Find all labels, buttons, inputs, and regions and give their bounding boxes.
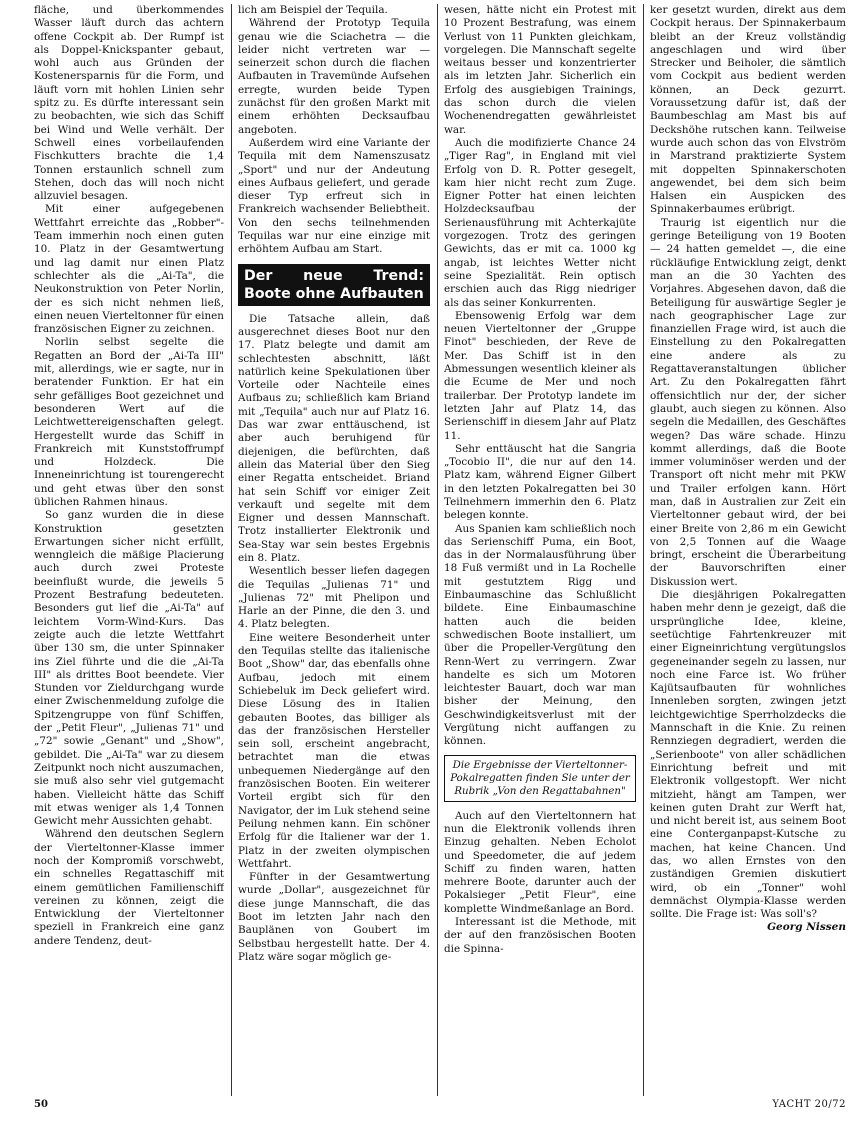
paragraph: Aus Spanien kam schließlich noch das Serienschiff Puma, ein Boot, das in der Normalausführung über 18 Fuß vermißt und in La Rochelle mit gestutztem Rigg und Einbaumaschine das Schlußlicht bildete. Eine Einbaumaschine hatten auch die beiden schwedischen Boote installiert, um über die Propeller-Vergütung den Renn-Wert zu verringern. Zwar handelte es sich um Motoren leichtester Bauart, doch war man bisher der Meinung, den Geschwindigkeitsverlust mit der Vergütung nicht auffangen zu können. xyxy=(444,522,636,748)
paragraph: So ganz wurden die in diese Konstruktion gesetzten Erwartungen sicher nicht erfüllt, wenngleich die mäßige Placierung auch durch zwei Proteste beeinflußt wurde, die jeweils 5 Prozent Bestrafung bedeuteten. Besonders gut lief die „Ai-Ta" auf leichtem Vorm-Wind-Kurs. Das zeigte auch die letzte Wettfahrt über 130 sm, die unter Spinnaker ins Ziel führte und die die „Ai-Ta III" als drittes Boot beendete. Vier Stunden vor Zieldurchgang wurde einer Zwischenmeldung zufolge die Spitzengruppe von fünf Schiffen, der „Petit Fleur", „Julienas 71" und „72" sowie „Genant" und „Show", gebildet. Die „Ai-Ta" war zu diesem Zeitpunkt noch nicht auszumachen, sie muß also sehr viel gutgemacht haben. Vielleicht hätte das Schiff mit etwas weniger als 1,4 Tonnen Gewicht mehr Aussichten gehabt. xyxy=(34,509,224,828)
magazine-page xyxy=(34,4,846,1110)
section-heading: Der neue Trend: Boote ohne Aufbauten xyxy=(238,264,430,306)
magazine-issue: YACHT 20/72 xyxy=(772,1099,846,1110)
paragraph: fläche, und überkommendes Wasser läuft durch das achtern offene Cockpit ab. Der Rumpf ist als Doppel-Knickspanter gebaut, wohl auch aus Gründen der Kostenersparnis für die Form, und läuft vorn mit hohlen Linien sehr spitz zu. Es dürfte interessant sein zu beobachten, wie sich das Schiff bei Wind und Welle verhält. Der Schwell eines vorbeilaufenden Fischkutters brachte die 1,4 Tonnen erstaunlich schnell zum Stehen, doch das will noch nicht allzuviel besagen. xyxy=(34,4,224,203)
paragraph: Außerdem wird eine Variante der Tequila mit dem Namenszusatz „Sport" und nur der Andeutung eines Aufbaus geliefert, und gerade dieser Typ erfreut sich in Frankreich wachsender Beliebtheit. Von den sechs teilnehmenden Tequilas war nur eine einzige mit erhöhtem Aufbau am Start. xyxy=(238,136,430,256)
author-signature: Georg Nissen xyxy=(767,921,846,934)
paragraph: Die diesjährigen Pokalregatten haben mehr denn je gezeigt, daß die ursprüngliche Idee, kleine, seetüchtige Fahrtenkreuzer mit einer Eigneinrichtung vergütungslos gegeneinander segeln zu lassen, nur noch eine Farce ist. Wo früher Kajütsaufbauten für wohnliches Innenleben sorgten, zwingen jetzt leichtgewichtige Sperrholzdecks die Mannschaft in die Knie. Zu reinen Rennziegen degradiert, werden die „Serienboote" von aller schädlichen Einrichtung befreit und mit Elektronik vollgestopft. Wer nicht mitzieht, hängt am Tampen, wer keinen guten Draht zur Werft hat, und nicht bereit ist, aus seinem Boot eine Conterganpapst-Kutsche zu machen, hat keine Chancen. Und das, wo allen Ernstes von den zuständigen Gremien diskutiert wird, ob ein „Tonner" wohl demnächst Olympia-Klasse werden sollte. Die Frage ist: Was soll's? xyxy=(650,589,846,921)
paragraph: Traurig ist eigentlich nur die geringe Beteiligung von 19 Booten — 24 hatten gemeldet —, die eine rückläufige Entwicklung zeigt, denkt man an die 30 Yachten des Vorjahres. Abgesehen davon, daß die Beteiligung für auswärtige Segler je nach geographischer Lage zur finanziellen Frage wird, ist auch die Einstellung zu den Pokalregatten eine andere als zu Regattaveranstaltungen üblicher Art. Zu den Pokalregatten fährt offensichtlich nur der, der sicher glaubt, auch siegen zu können. Also segeln die Medaillen, des Geschäftes wegen? Das wäre schade. Hinzu kommt allerdings, daß die Boote immer voluminöser werden und der Transport oft nicht mehr mit PKW und Trailer erfolgen kann. Hört man, daß in Australien zur Zeit ein Vierteltonner gebaut wird, der bei einer Breite von 2,86 m ein Gewicht von 2,5 Tonnen auf die Waage bringt, erscheint die Überarbeitung der Bauvorschriften einer Diskussion wert. xyxy=(650,216,846,588)
paragraph: Eine weitere Besonderheit unter den Tequilas stellte das italienische Boot „Show" dar, das ebenfalls ohne Aufbau, jedoch mit einem Schiebeluk im Deck geliefert wird. Diese Lösung des in Italien gebauten Bootes, das billiger als das der französischen Hersteller sein soll, erscheint angebracht, betrachtet man die etwas unbequemen Niedergänge auf den französischen Booten. Ein weiterer Vorteil ergibt sich für den Navigator, der im Luk stehend seine Peilung nehmen kann. Ein schöner Erfolg für die Italiener war der 1. Platz in der zweiten olympischen Wettfahrt. xyxy=(238,631,430,870)
paragraph: Mit einer aufgegebenen Wettfahrt erreichte das „Robber"-Team immerhin noch einen guten 10. Platz in der Gesamtwertung und lag damit nur einen Platz schlechter als die „Ai-Ta", die Neukonstruktion von Peter Norlin, der es sich nicht nehmen ließ, einen neuen Vierteltonner für einen französischen Eigner zu zeichnen. xyxy=(34,203,224,336)
paragraph: lich am Beispiel der Tequila. xyxy=(238,4,388,16)
paragraph: Norlin selbst segelte die Regatten an Bord der „Ai-Ta III" mit, allerdings, wie er sagte, nur in beratender Funktion. Er hat ein sehr gefälliges Boot gezeichnet und besonderen Wert auf die Leichtwettereigenschaften gelegt. Hergestellt wurde das Schiff in Frankreich mit Kunststoffrumpf und Holzdeck. Die Inneneinrichtung ist tourengerecht und geht etwas über den sonst üblichen Rahmen hinaus. xyxy=(34,336,224,508)
column-4 xyxy=(650,4,846,1094)
page-number: 50 xyxy=(34,1099,48,1110)
paragraph: Ebensowenig Erfolg war dem neuen Vierteltonner der „Gruppe Finot" beschieden, der Reve de Mer. Das Schiff ist in den Abmessungen wesentlich kleiner als die Ecume de Mer und noch trailerbar. Der Prototyp landete im letzten Jahr auf Platz 14, das Serienschiff in diesem Jahr auf Platz 11. xyxy=(444,309,636,442)
paragraph: Auch die modifizierte Chance 24 „Tiger Rag", in England mit viel Erfolg von D. R. Potter gesegelt, kam hier nicht recht zum Zuge. Eigner Potter hat einen leichten Holzdecksaufbau der Serienausführung mit Achterkajüte vorgezogen. Trotz des geringen Gewichts, das er mit ca. 1000 kg angab, ist leichtes Wetter nicht seine Spezialität. Rein optisch erschien auch das Rigg niedriger als das seiner Konkurrenten. xyxy=(444,136,636,309)
paragraph: Fünfter in der Gesamtwertung wurde „Dollar", ausgezeichnet für diese junge Mannschaft, die das Boot im letzten Jahr nach den Bauplänen von Goubert im Selbstbau hergestellt hatte. Der 4. Platz wäre sogar möglich ge- xyxy=(238,871,430,963)
paragraph: Während den deutschen Seglern der Vierteltonner-Klasse immer noch der Kompromiß vorschwebt, ein schnelles Regattaschiff mit einem gemütlichen Familienschiff vereinen zu können, zeigt die Entwicklung der Vierteltonner speziell in Frankreich eine ganz andere Tendenz, deut- xyxy=(34,828,224,947)
column-divider xyxy=(643,4,644,1096)
paragraph: Wesentlich besser liefen dagegen die Tequilas „Julienas 71" und „Julienas 72" mit Phelipon und Harle an der Pinne, die den 3. und 4. Platz belegten. xyxy=(238,565,430,631)
page-footer xyxy=(34,1099,846,1113)
column-divider xyxy=(437,4,438,1096)
reference-box: Die Ergebnisse der Vierteltonner-Pokalregatten finden Sie unter der Rubrik „Von den Regattabahnen" xyxy=(444,755,636,802)
paragraph: Interessant ist die Methode, mit der auf den französischen Booten die Spinna- xyxy=(444,916,636,955)
column-divider xyxy=(231,4,232,1096)
column-2 xyxy=(238,4,430,1094)
paragraph: Sehr enttäuscht hat die Sangria „Tocobio II", die nur auf den 14. Platz kam, während Eigner Gilbert in den letzten Pokalregatten bei 30 Teilnehmern immerhin den 6. Platz belegen konnte. xyxy=(444,442,636,522)
column-3 xyxy=(444,4,636,1094)
column-1 xyxy=(34,4,224,1094)
paragraph: Auch auf den Vierteltonnern hat nun die Elektronik vollends ihren Einzug gehalten. Neben Echolot und Speedometer, die auf jedem Schiff zu finden waren, hatten mehrere Boote, darunter auch der Pokalsieger „Petit Fleur", eine komplette Windmeßanlage an Bord. xyxy=(444,809,636,915)
paragraph: Die Tatsache allein, daß ausgerechnet dieses Boot nur den 17. Platz belegte und damit am schlechtesten abschnitt, läßt natürlich keine Spekulationen über Vorteile oder Nachteile eines Aufbaus zu; schließlich kam Briand mit „Tequila" auch nur auf Platz 16. Das war zwar enttäuschend, ist aber auch beruhigend für diejenigen, die befürchten, daß allein das Material über den Sieg einer Regatta entscheidet. Briand hat sein Schiff vor einiger Zeit verkauft und segelte mit dem Eigner und dessen Mannschaft. Trotz installierter Elektronik und Sea-Stay war sein bestes Ergebnis ein 8. Platz. xyxy=(238,312,430,564)
paragraph: wesen, hätte nicht ein Protest mit 10 Prozent Bestrafung, was einem Verlust von 11 Punkten gleichkam, vorgelegen. Die Mannschaft segelte weitaus besser und konzentrierter als im letzten Jahr. Sicherlich ein Erfolg des ausgiebigen Trainings, das schon durch die vielen Wochenendregatten gewährleistet war. xyxy=(444,4,636,136)
paragraph: ker gesetzt wurden, direkt aus dem Cockpit heraus. Der Spinnakerbaum bleibt an der Kreuz vollständig angeschlagen und wird über Strecker und Beiholer, die sämtlich vom Cockpit aus bedient werden können, an Deck gezurrt. Voraussetzung dafür ist, daß der Baumbeschlag am Mast bis auf Deckshöhe rutschen kann. Teilweise wurde auch schon das von Elvström in Marstrand praktizierte System mit doppelten Spinnakerschoten angewendet, bei dem sich beim Halsen ein Auspicken des Spinnakerbaumes erübrigt. xyxy=(650,4,846,216)
paragraph: Während der Prototyp Tequila genau wie die Sciachetra — die leider nicht vertreten war — seinerzeit schon durch die flachen Aufbauten in Travemünde Aufsehen erregte, wurden beide Typen zunächst für den großen Markt mit einem erhöhten Decksaufbau angeboten. xyxy=(238,17,430,136)
